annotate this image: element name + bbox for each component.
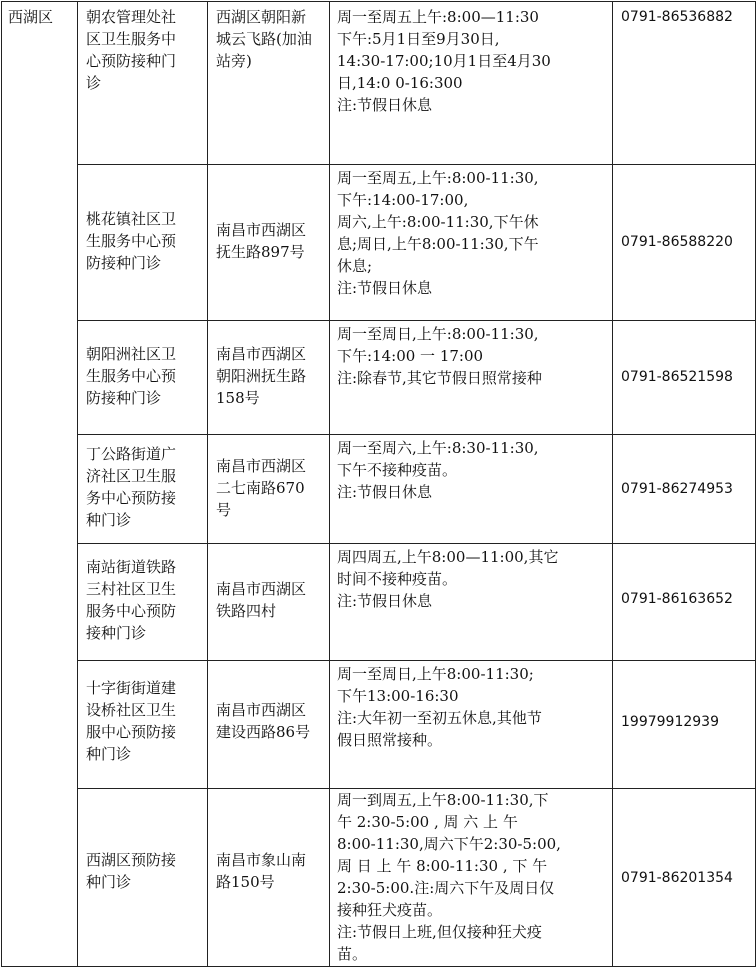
address-line: 西湖区朝阳新 [216, 8, 307, 26]
hours-cell [330, 435, 613, 544]
clinic-name-line: 生服务中心预 [86, 367, 177, 385]
hours-line: 下午:14:00-17:00, [337, 191, 469, 209]
clinic-name-line: 种门诊 [86, 745, 132, 763]
clinic-name-line: 设桥社区卫生 [86, 701, 177, 719]
address-cell [208, 2, 330, 165]
hours-line: 假日照常接种。 [337, 731, 443, 749]
table-row [2, 789, 756, 967]
hours-line: 周四周五,上午8:00—11:00,其它 [337, 548, 559, 566]
hours-line: 息;周日,上午8:00-11:30,下午 [337, 235, 539, 253]
address-line: 南昌市西湖区 [216, 457, 307, 475]
phone-cell [613, 789, 756, 967]
hours-line: 14:30-17:00;10月1日至4月30 [337, 52, 551, 70]
phone-cell [613, 435, 756, 544]
clinic-name-line: 十字街街道建 [86, 679, 177, 697]
address-cell [208, 165, 330, 321]
hours-cell [330, 789, 613, 967]
hours-line: 周一至周五,上午:8:00-11:30, [337, 169, 539, 187]
address-line: 铁路四村 [216, 602, 277, 620]
clinic-name-line: 防接种门诊 [86, 254, 162, 272]
hours-line: 注:节假日休息 [337, 483, 433, 501]
address-line: 二七南路670 [216, 479, 305, 497]
clinic-name-cell [78, 544, 208, 661]
address-cell [208, 321, 330, 435]
hours-cell [330, 544, 613, 661]
hours-line: 接种狂犬疫苗。 [337, 901, 443, 919]
hours-line: 注:节假日休息 [337, 96, 433, 114]
clinic-name-line: 三村社区卫生 [86, 580, 177, 598]
address-line: 站旁) [216, 52, 252, 70]
clinic-name-line: 心预防接种门 [86, 52, 177, 70]
clinic-name-line: 服务中心预防 [86, 602, 177, 620]
district-name: 西湖区 [8, 8, 54, 26]
clinic-name-line: 济社区卫生服 [86, 467, 177, 485]
clinic-name-cell [78, 789, 208, 967]
hours-line: 注:节假日休息 [337, 592, 433, 610]
hours-line: 周一至周日,上午8:00-11:30; [337, 665, 534, 683]
hours-line: 周一到周五,上午8:00-11:30,下 [337, 791, 549, 809]
hours-line: 下午不接种疫苗。 [337, 461, 458, 479]
address-line: 南昌市西湖区 [216, 701, 307, 719]
address-line: 158号 [216, 389, 260, 407]
address-line: 抚生路897号 [216, 243, 305, 261]
address-line: 南昌市西湖区 [216, 221, 307, 239]
hours-cell [330, 661, 613, 789]
hours-line: 周一至周五上午:8:00—11:30 [337, 8, 539, 26]
clinic-name-cell [78, 435, 208, 544]
hours-line: 注:除春节,其它节假日照常接种 [337, 369, 542, 387]
clinic-name-cell [78, 2, 208, 165]
table-row [2, 435, 756, 544]
hours-line: 注:节假日休息 [337, 279, 433, 297]
hours-line: 周 日 上 午 8:00-11:30 , 下 午 [337, 857, 548, 875]
phone-number: 0791-86588220 [621, 234, 733, 250]
hours-line: 午 2:30-5:00 , 周 六 上 午 [337, 813, 518, 831]
hours-line: 下午:14:00 一 17:00 [337, 347, 484, 365]
address-cell [208, 661, 330, 789]
district-cell [2, 2, 78, 967]
clinic-name-cell [78, 321, 208, 435]
address-line: 南昌市西湖区 [216, 580, 307, 598]
hours-line: 下午13:00-16:30 [337, 687, 459, 705]
hours-cell [330, 321, 613, 435]
phone-number: 0791-86163652 [621, 591, 733, 607]
phone-cell [613, 165, 756, 321]
clinic-name-line: 种门诊 [86, 873, 132, 891]
hours-line: 下午:5月1日至9月30日, [337, 30, 500, 48]
address-line: 朝阳洲抚生路 [216, 367, 307, 385]
hours-line: 注:大年初一至初五休息,其他节 [337, 709, 542, 727]
hours-line: 休息; [337, 257, 373, 275]
table-row [2, 321, 756, 435]
address-line: 路150号 [216, 873, 275, 891]
address-line: 南昌市西湖区 [216, 345, 307, 363]
clinic-name-line: 丁公路街道广 [86, 445, 177, 463]
hours-line: 2:30-5:00.注:周六下午及周日仅 [337, 879, 555, 897]
table-row [2, 661, 756, 789]
hours-line: 日,14:0 0-16:300 [337, 74, 463, 92]
hours-cell [330, 165, 613, 321]
address-cell [208, 789, 330, 967]
phone-cell [613, 2, 756, 165]
address-line: 建设西路86号 [216, 723, 311, 741]
hours-line: 周一至周六,上午:8:30-11:30, [337, 439, 539, 457]
hours-line: 周六,上午:8:00-11:30,下午休 [337, 213, 539, 231]
address-line: 城云飞路(加油 [216, 30, 312, 48]
hours-line: 8:00-11:30,周六下午2:30-5:00, [337, 835, 561, 853]
address-cell [208, 544, 330, 661]
phone-number: 0791-86521598 [621, 369, 733, 385]
address-line: 号 [216, 501, 232, 519]
clinic-name-line: 接种门诊 [86, 624, 147, 642]
clinic-name-line: 种门诊 [86, 511, 132, 529]
clinic-name-cell [78, 165, 208, 321]
clinic-name-line: 区卫生服务中 [86, 30, 177, 48]
clinic-name-line: 南站街道铁路 [86, 558, 177, 576]
vaccination-clinic-table [1, 1, 756, 967]
table-row [2, 544, 756, 661]
clinic-name-line: 生服务中心预 [86, 232, 177, 250]
clinic-name-line: 防接种门诊 [86, 389, 162, 407]
clinic-name-line: 朝农管理处社 [86, 8, 177, 26]
clinic-name-line: 服中心预防接 [86, 723, 177, 741]
phone-number: 0791-86274953 [621, 481, 733, 497]
clinic-name-line: 务中心预防接 [86, 489, 177, 507]
clinic-name-line: 诊 [86, 74, 102, 92]
phone-number: 19979912939 [621, 714, 719, 730]
hours-line: 周一至周日,上午:8:00-11:30, [337, 325, 539, 343]
hours-cell [330, 2, 613, 165]
hours-line: 时间不接种疫苗。 [337, 570, 458, 588]
clinic-name-line: 桃花镇社区卫 [86, 210, 177, 228]
phone-cell [613, 321, 756, 435]
table-row [2, 2, 756, 165]
table-row [2, 165, 756, 321]
phone-cell [613, 544, 756, 661]
phone-cell [613, 661, 756, 789]
address-cell [208, 435, 330, 544]
clinic-name-line: 西湖区预防接 [86, 851, 177, 869]
hours-line: 苗。 [337, 945, 368, 963]
address-line: 南昌市象山南 [216, 851, 307, 869]
phone-number: 0791-86536882 [621, 9, 733, 25]
clinic-name-line: 朝阳洲社区卫 [86, 345, 177, 363]
phone-number: 0791-86201354 [621, 870, 733, 886]
hours-line: 注:节假日上班,但仅接种狂犬疫 [337, 923, 542, 941]
clinic-name-cell [78, 661, 208, 789]
